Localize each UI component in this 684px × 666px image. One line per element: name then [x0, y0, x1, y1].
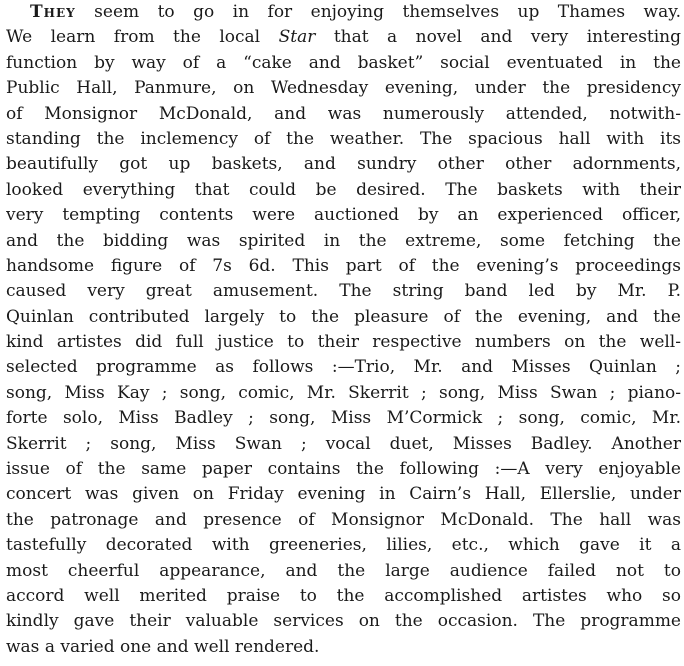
article-line-22: tastefully decorated with greeneries, lilies, etc., which gave it a	[6, 535, 681, 556]
article-line-15: selected programme as follows :—Trio, Mr. and Misses Quinlan ;	[6, 357, 681, 378]
article-line-1-text: seem to go in for enjoying themselves up Thames way.	[94, 2, 681, 22]
article-line-5: of Monsignor McDonald, and was numerously attended, notwith-	[6, 103, 681, 124]
article-line-11: handsome figure of 7s 6d. This part of the evening’s proceedings	[6, 255, 681, 276]
newspaper-article	[6, 0, 681, 666]
publication-name: Star	[278, 27, 316, 48]
article-line-12: caused very great amusement. The string band led by Mr. P.	[6, 281, 681, 302]
article-line-17: forte solo, Miss Badley ; song, Miss M’Cormick ; song, comic, Mr.	[6, 408, 681, 429]
article-line-23: most cheerful appearance, and the large audience failed not to	[6, 560, 681, 581]
article-line-13: Quinlan contributed largely to the pleasure of the evening, and the	[6, 306, 681, 327]
article-line-3: function by way of a “cake and basket” social eventuated in the	[6, 52, 681, 73]
article-line-4: Public Hall, Panmure, on Wednesday evening, under the presidency	[6, 78, 681, 99]
article-line-6: standing the inclemency of the weather. The spacious hall with its	[6, 128, 681, 149]
article-line-7: beautifully got up baskets, and sundry other other adornments,	[6, 154, 681, 175]
article-line-9: very tempting contents were auctioned by an experienced officer,	[6, 205, 681, 226]
article-line-14: kind artistes did full justice to their respective numbers on the well-	[6, 332, 681, 353]
article-line-2-text-a: We learn from the local	[6, 27, 261, 48]
article-line-8: looked everything that could be desired. The baskets with their	[6, 179, 681, 200]
article-line-2-text-b: that a novel and very interesting	[333, 27, 681, 48]
article-line-2	[6, 25, 681, 50]
article-line-21: the patronage and presence of Monsignor McDonald. The hall was	[6, 509, 681, 530]
article-line-20: concert was given on Friday evening in Cairn’s Hall, Ellerslie, under	[6, 484, 681, 505]
article-lead-word: They	[30, 2, 76, 22]
article-line-24: accord well merited praise to the accomplished artistes who so	[6, 585, 681, 606]
article-line-16: song, Miss Kay ; song, comic, Mr. Skerrit ; song, Miss Swan ; piano-	[6, 382, 681, 403]
article-line-18: Skerrit ; song, Miss Swan ; vocal duet, Misses Badley. Another	[6, 433, 681, 454]
article-line-25: kindly gave their valuable services on the occasion. The programme	[6, 611, 681, 632]
article-line-1	[6, 0, 681, 25]
article-line-26: was a varied one and well rendered.	[6, 636, 320, 657]
article-line-19: issue of the same paper contains the following :—A very enjoyable	[6, 459, 681, 480]
article-line-10: and the bidding was spirited in the extreme, some fetching the	[6, 230, 681, 251]
